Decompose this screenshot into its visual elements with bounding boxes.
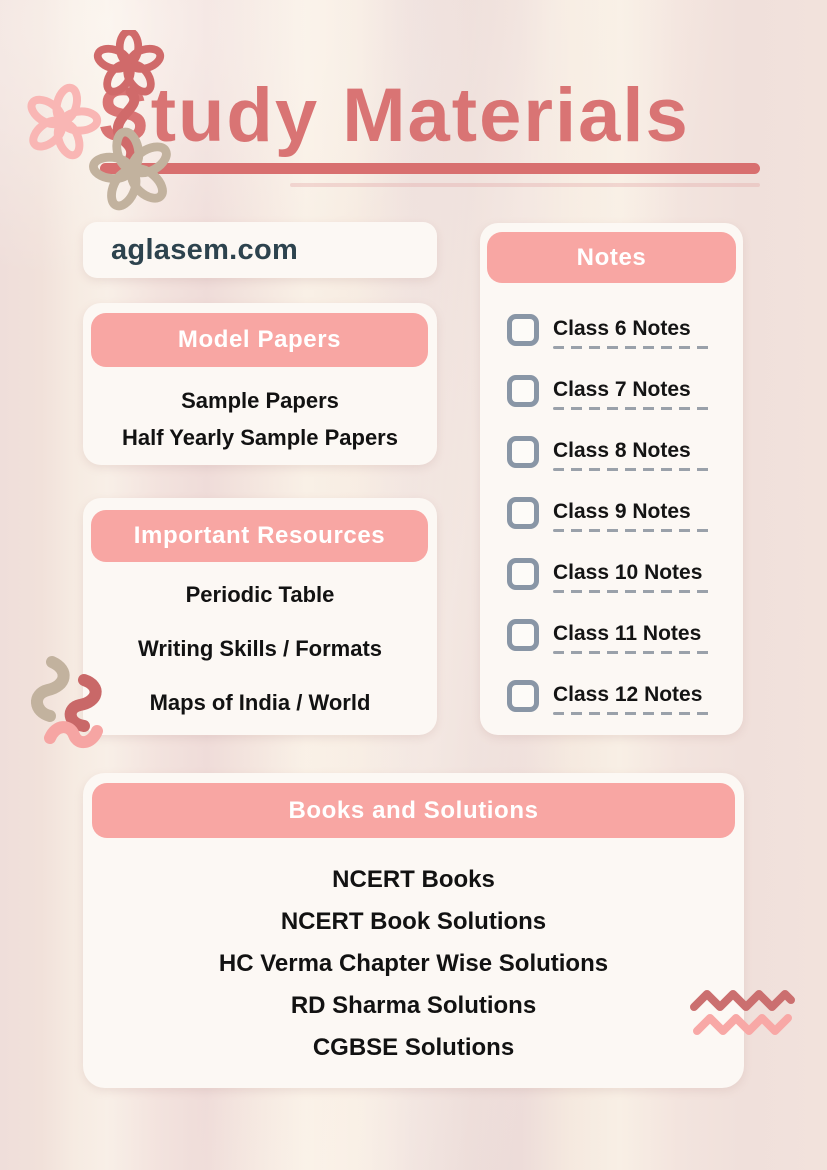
page-title: Study Materials <box>98 73 690 158</box>
title-underline <box>100 163 760 174</box>
checkbox-class-12-notes[interactable] <box>507 680 539 712</box>
section-header-books-and-solutions: Books and Solutions <box>92 783 735 838</box>
link-writing-skills-formats[interactable]: Writing Skills / Formats <box>137 636 383 661</box>
flower-tan-icon <box>88 126 176 214</box>
dash-underline <box>553 468 715 471</box>
note-row <box>507 314 715 349</box>
link-class-10-notes[interactable]: Class 10 Notes <box>553 561 703 584</box>
model-papers-items <box>83 389 437 450</box>
checkbox-class-8-notes[interactable] <box>507 436 539 468</box>
link-class-9-notes[interactable]: Class 9 Notes <box>553 500 691 523</box>
link-class-7-notes[interactable]: Class 7 Notes <box>553 378 691 401</box>
link-maps-of-india-world[interactable]: Maps of India / World <box>149 690 371 715</box>
checkbox-class-10-notes[interactable] <box>507 558 539 590</box>
checkbox-class-6-notes[interactable] <box>507 314 539 346</box>
note-row <box>507 375 715 410</box>
section-header-model-papers: Model Papers <box>91 313 428 367</box>
note-row <box>507 619 715 654</box>
books-and-solutions-items <box>83 867 744 1061</box>
link-class-12-notes[interactable]: Class 12 Notes <box>553 683 703 706</box>
zigzag-icon <box>690 986 795 1042</box>
link-hc-verma-chapter-wise-solutions[interactable]: HC Verma Chapter Wise Solutions <box>218 950 609 977</box>
note-row <box>507 497 715 532</box>
dash-underline <box>553 407 715 410</box>
dash-underline <box>553 651 715 654</box>
link-sample-papers[interactable]: Sample Papers <box>181 388 339 413</box>
link-half-yearly-sample-papers[interactable]: Half Yearly Sample Papers <box>122 425 398 450</box>
checkbox-class-7-notes[interactable] <box>507 375 539 407</box>
site-box <box>83 222 437 278</box>
notes-card <box>480 223 743 735</box>
link-ncert-book-solutions[interactable]: NCERT Book Solutions <box>280 908 547 935</box>
checkbox-class-9-notes[interactable] <box>507 497 539 529</box>
dash-underline <box>553 590 715 593</box>
checkbox-class-11-notes[interactable] <box>507 619 539 651</box>
section-header-notes: Notes <box>487 232 736 283</box>
important-resources-items <box>83 583 437 715</box>
link-ncert-books[interactable]: NCERT Books <box>332 866 495 893</box>
link-periodic-table[interactable]: Periodic Table <box>185 582 335 607</box>
link-class-6-notes[interactable]: Class 6 Notes <box>553 317 691 340</box>
note-row <box>507 680 715 715</box>
note-row <box>507 558 715 593</box>
dash-underline <box>553 346 715 349</box>
dash-underline <box>553 712 715 715</box>
link-class-11-notes[interactable]: Class 11 Notes <box>553 622 702 645</box>
link-rd-sharma-solutions[interactable]: RD Sharma Solutions <box>290 992 537 1019</box>
section-header-important-resources: Important Resources <box>91 510 428 562</box>
note-row <box>507 436 715 471</box>
link-cgbse-solutions[interactable]: CGBSE Solutions <box>312 1034 515 1061</box>
dash-underline <box>553 529 715 532</box>
link-class-8-notes[interactable]: Class 8 Notes <box>553 439 691 462</box>
title-underline-soft <box>290 183 760 187</box>
site-link[interactable]: aglasem.com <box>111 233 299 266</box>
